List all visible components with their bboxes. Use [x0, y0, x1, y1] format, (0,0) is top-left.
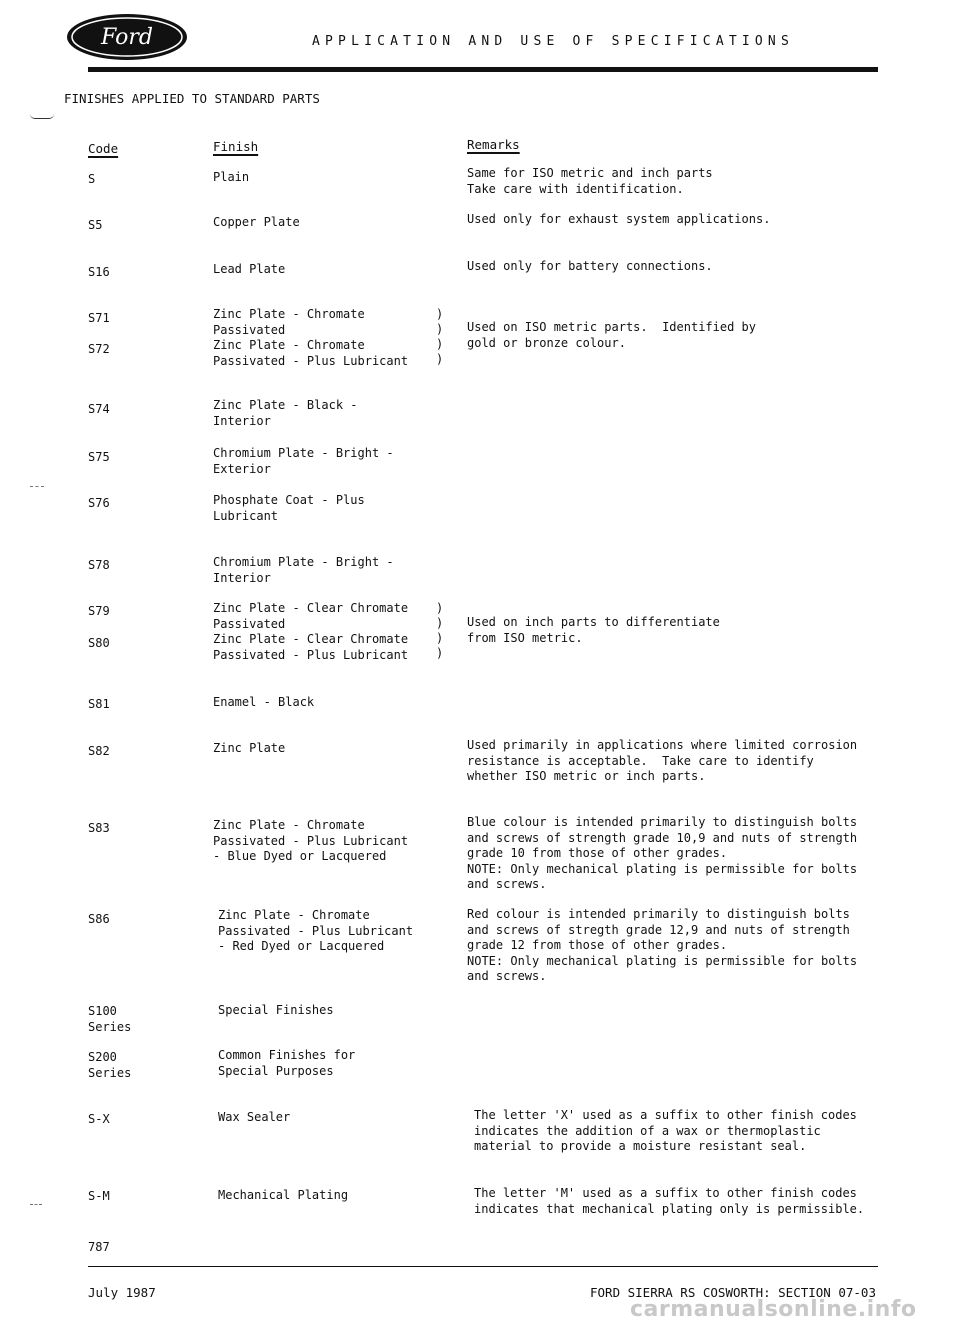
- margin-mark: [30, 486, 44, 487]
- brace-3: ): [436, 337, 444, 351]
- margin-mark: [30, 114, 54, 119]
- ford-logo-text: Ford: [101, 25, 153, 50]
- row-code: S200 Series: [88, 1050, 132, 1080]
- row-code: S16: [88, 265, 110, 279]
- row-code: S: [88, 172, 96, 186]
- row-finish: Zinc Plate - Chromate Passivated: [213, 307, 365, 337]
- row-code: S81: [88, 697, 110, 711]
- row-code: S86: [88, 912, 110, 926]
- row-remarks: Same for ISO metric and inch parts Take care with identification.: [467, 166, 713, 196]
- row-code: S76: [88, 496, 110, 510]
- row-finish: Mechanical Plating: [218, 1188, 349, 1202]
- brace-7: ): [436, 631, 444, 645]
- row-finish: Zinc Plate - Clear Chromate Passivated: [213, 601, 409, 631]
- row-code: S-M: [88, 1189, 110, 1203]
- footer-rule: [88, 1266, 878, 1267]
- watermark: carmanualsonline.info: [630, 1297, 917, 1322]
- row-code: S78: [88, 558, 110, 572]
- row-finish: Plain: [213, 170, 250, 184]
- row-finish: Zinc Plate - Chromate Passivated - Plus Lubricant - Red Dyed or Lacquered: [218, 908, 414, 953]
- column-head-code: Code: [88, 141, 119, 156]
- header-title: APPLICATION AND USE OF SPECIFICATIONS: [312, 34, 794, 49]
- row-finish: Wax Sealer: [218, 1110, 291, 1124]
- column-head-remarks: Remarks: [467, 137, 520, 152]
- row-code: S83: [88, 821, 110, 835]
- row-code: S5: [88, 218, 103, 232]
- footer-date: July 1987: [88, 1285, 156, 1300]
- row-remarks: Red colour is intended primarily to distinguish bolts and screws of stregth grade 12,9 and nuts of strength grade 12 from those of other grades. NOTE: Only mechanical plating is permissible for bolts and screws.: [467, 907, 858, 983]
- row-finish: Copper Plate: [213, 215, 300, 229]
- brace-5: ): [436, 601, 444, 615]
- brace-6: ): [436, 616, 444, 630]
- row-code: S82: [88, 744, 110, 758]
- row-code: S75: [88, 450, 110, 464]
- group-remarks-s79-s80: Used on inch parts to differentiate from ISO metric.: [467, 615, 720, 645]
- brace-4: ): [436, 352, 444, 366]
- row-finish: Zinc Plate - Black - Interior: [213, 398, 358, 428]
- row-code: S72: [88, 342, 110, 356]
- row-finish: Zinc Plate: [213, 741, 286, 755]
- header-rule: [88, 67, 878, 72]
- brace-2: ): [436, 322, 444, 336]
- row-code: S100 Series: [88, 1004, 132, 1034]
- row-code: S74: [88, 402, 110, 416]
- row-remarks: Used primarily in applications where limited corrosion resistance is acceptable. Take care to identify whether ISO metric or inch parts.: [467, 738, 858, 783]
- page-number: 787: [88, 1240, 110, 1254]
- row-code: S79: [88, 604, 110, 618]
- row-finish: Lead Plate: [213, 262, 286, 276]
- row-finish: Phosphate Coat - Plus Lubricant: [213, 493, 365, 523]
- row-remarks: Used only for exhaust system applications.: [467, 212, 771, 226]
- row-finish: Common Finishes for Special Purposes: [218, 1048, 356, 1078]
- row-code: S-X: [88, 1112, 110, 1126]
- row-remarks: The letter 'X' used as a suffix to other finish codes indicates the addition of a wax or thermoplastic material to provide a moisture resistant seal.: [474, 1108, 857, 1153]
- group-remarks-s71-s72: Used on ISO metric parts. Identified by gold or bronze colour.: [467, 320, 756, 350]
- footer-section: FORD SIERRA RS COSWORTH: SECTION 07-03: [590, 1285, 876, 1300]
- column-head-finish: Finish: [213, 139, 259, 154]
- row-code: S80: [88, 636, 110, 650]
- row-finish: Chromium Plate - Bright - Interior: [213, 555, 394, 585]
- row-code: S71: [88, 311, 110, 325]
- row-finish: Zinc Plate - Chromate Passivated - Plus Lubricant - Blue Dyed or Lacquered: [213, 818, 409, 863]
- ford-logo: [65, 12, 190, 62]
- row-remarks: Used only for battery connections.: [467, 259, 713, 273]
- row-finish: Zinc Plate - Chromate Passivated - Plus Lubricant: [213, 338, 409, 368]
- row-finish: Zinc Plate - Clear Chromate Passivated - Plus Lubricant: [213, 632, 409, 662]
- brace-1: ): [436, 307, 444, 321]
- margin-mark: [30, 1204, 42, 1205]
- row-finish: Enamel - Black: [213, 695, 315, 709]
- row-finish: Special Finishes: [218, 1003, 334, 1017]
- section-subheading: FINISHES APPLIED TO STANDARD PARTS: [64, 91, 320, 106]
- row-remarks: Blue colour is intended primarily to distinguish bolts and screws of strength grade 10,9 and nuts of strength grade 10 from those of other grades. NOTE: Only mechanical plating is permissible for bolts and screws.: [467, 815, 858, 891]
- row-remarks: The letter 'M' used as a suffix to other finish codes indicates that mechanical plating only is permissible.: [474, 1186, 865, 1216]
- row-finish: Chromium Plate - Bright - Exterior: [213, 446, 394, 476]
- brace-8: ): [436, 646, 444, 660]
